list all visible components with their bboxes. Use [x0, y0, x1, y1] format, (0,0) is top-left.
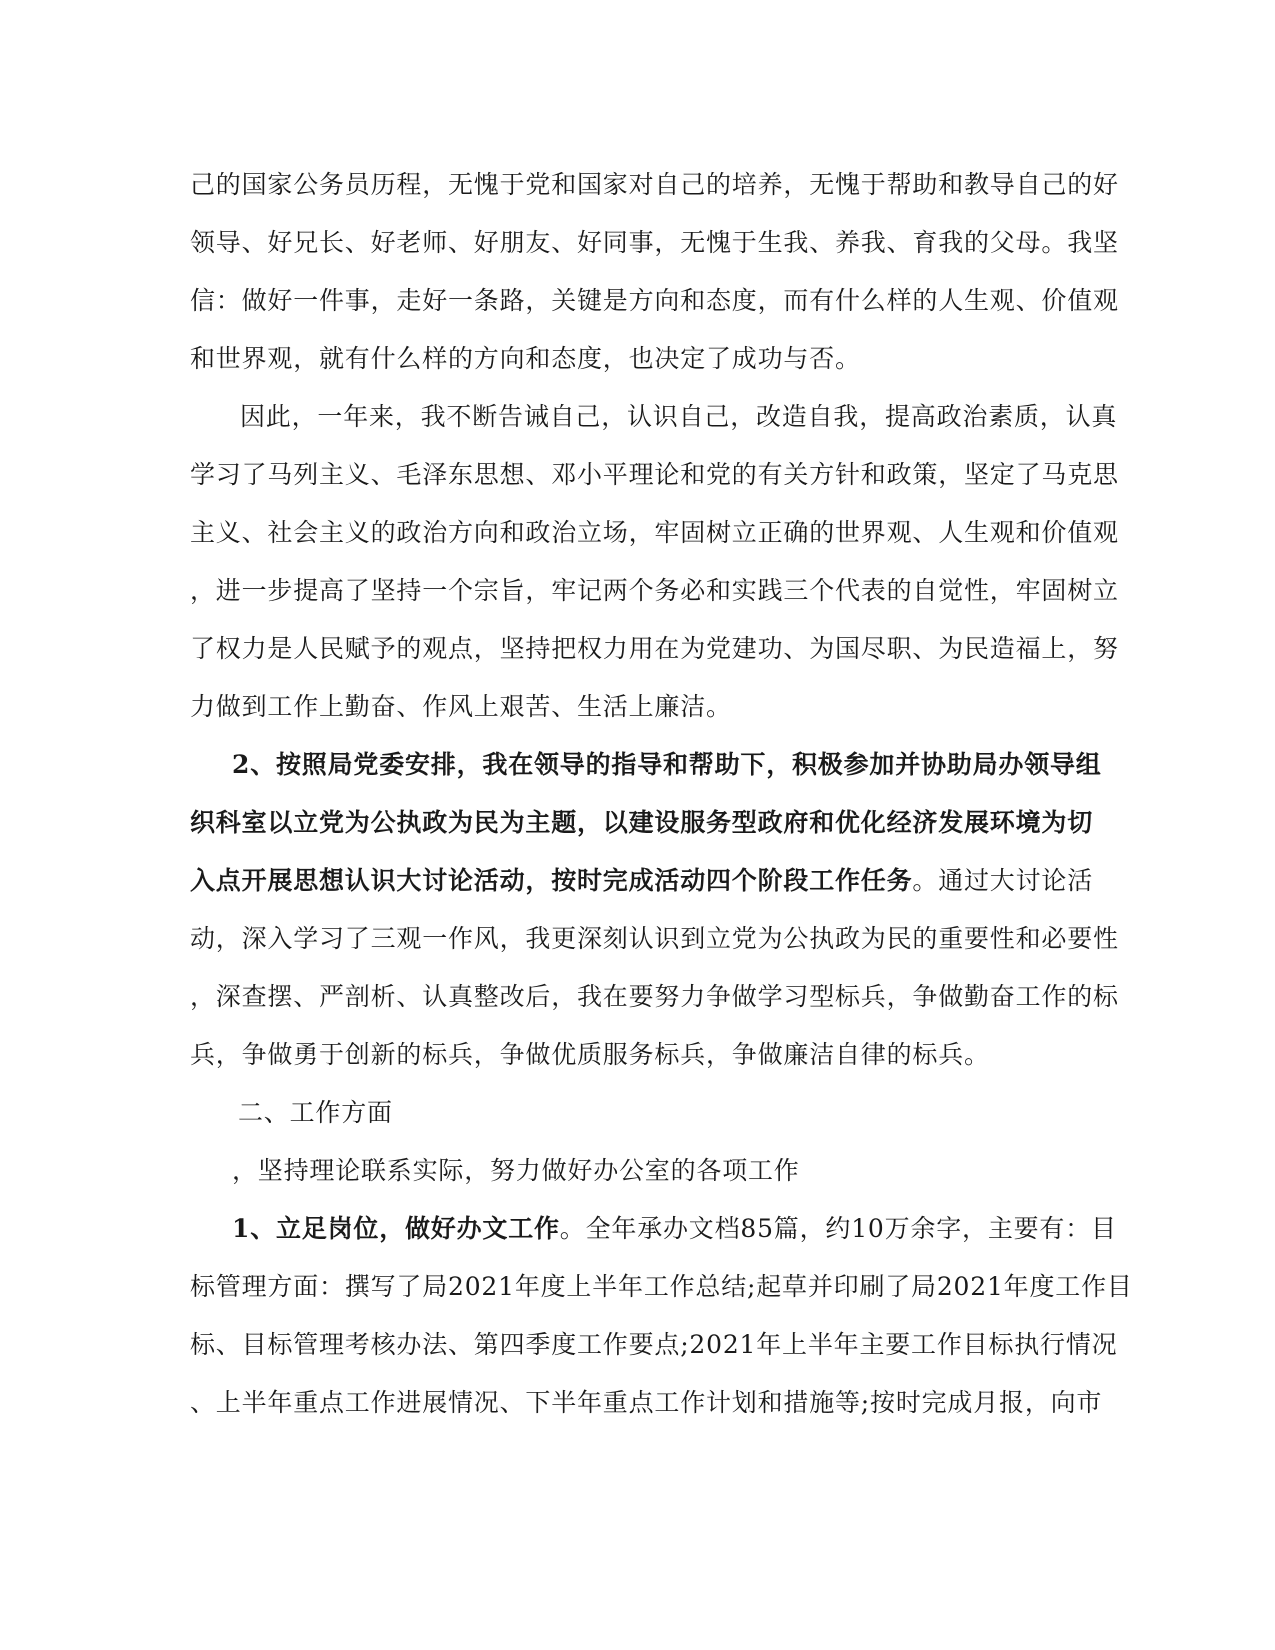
text-line: ，坚持理论联系实际，努力做好办公室的各项工作: [232, 1156, 800, 1185]
text-line: 领导、好兄长、好老师、好朋友、好同事，无愧于生我、养我、育我的父母。我坚: [190, 228, 1119, 257]
text-line: 动，深入学习了三观一作风，我更深刻认识到立党为公执政为民的重要性和必要性: [190, 924, 1119, 953]
text-line: 了权力是人民赋予的观点，坚持把权力用在为党建功、为国尽职、为民造福上，努: [190, 634, 1119, 663]
normal-run: 。通过大讨论活: [912, 866, 1094, 895]
text-line: 因此，一年来，我不断告诫自己，认识自己，改造自我，提高政治素质，认真: [240, 402, 1118, 431]
text-line: 标、目标管理考核办法、第四季度工作要点;2021年上半年主要工作目标执行情况: [190, 1330, 1118, 1359]
text-line: 信：做好一件事，走好一条路，关键是方向和态度，而有什么样的人生观、价值观: [190, 286, 1119, 315]
text-line: ，深查摆、严剖析、认真整改后，我在要努力争做学习型标兵，争做勤奋工作的标: [190, 982, 1119, 1011]
text-line-bold: 2、按照局党委安排，我在领导的指导和帮助下，积极参加并协助局办领导组: [232, 750, 1102, 779]
text-line: 主义、社会主义的政治方向和政治立场，牢固树立正确的世界观、人生观和价值观: [190, 518, 1119, 547]
bold-run: 1、立足岗位，做好办文工作: [232, 1214, 560, 1243]
text-line: 和世界观，就有什么样的方向和态度，也决定了成功与否。: [190, 344, 861, 373]
text-line-mixed: [232, 1214, 1117, 1244]
text-line-bold: 织科室以立党为公执政为民为主题，以建设服务型政府和优化经济发展环境为切: [190, 808, 1094, 837]
text-line: 兵，争做勇于创新的标兵，争做优质服务标兵，争做廉洁自律的标兵。: [190, 1040, 990, 1069]
text-line: 己的国家公务员历程，无愧于党和国家对自己的培养，无愧于帮助和教导自己的好: [190, 170, 1119, 199]
text-line: 、上半年重点工作进展情况、下半年重点工作计划和措施等;按时完成月报，向市: [190, 1388, 1103, 1417]
text-line-mixed: [190, 866, 1093, 896]
text-line: ，进一步提高了坚持一个宗旨，牢记两个务必和实践三个代表的自觉性，牢固树立: [190, 576, 1119, 605]
normal-run: 。全年承办文档85篇，约10万余字，主要有：目: [559, 1214, 1117, 1243]
text-line: 学习了马列主义、毛泽东思想、邓小平理论和党的有关方针和政策，坚定了马克思: [190, 460, 1119, 489]
text-line: 标管理方面：撰写了局2021年度上半年工作总结;起草并印刷了局2021年度工作目: [190, 1272, 1133, 1301]
section-heading: 二、工作方面: [238, 1098, 393, 1127]
bold-run: 入点开展思想认识大讨论活动，按时完成活动四个阶段工作任务: [190, 866, 913, 895]
text-line: 力做到工作上勤奋、作风上艰苦、生活上廉洁。: [190, 692, 732, 721]
